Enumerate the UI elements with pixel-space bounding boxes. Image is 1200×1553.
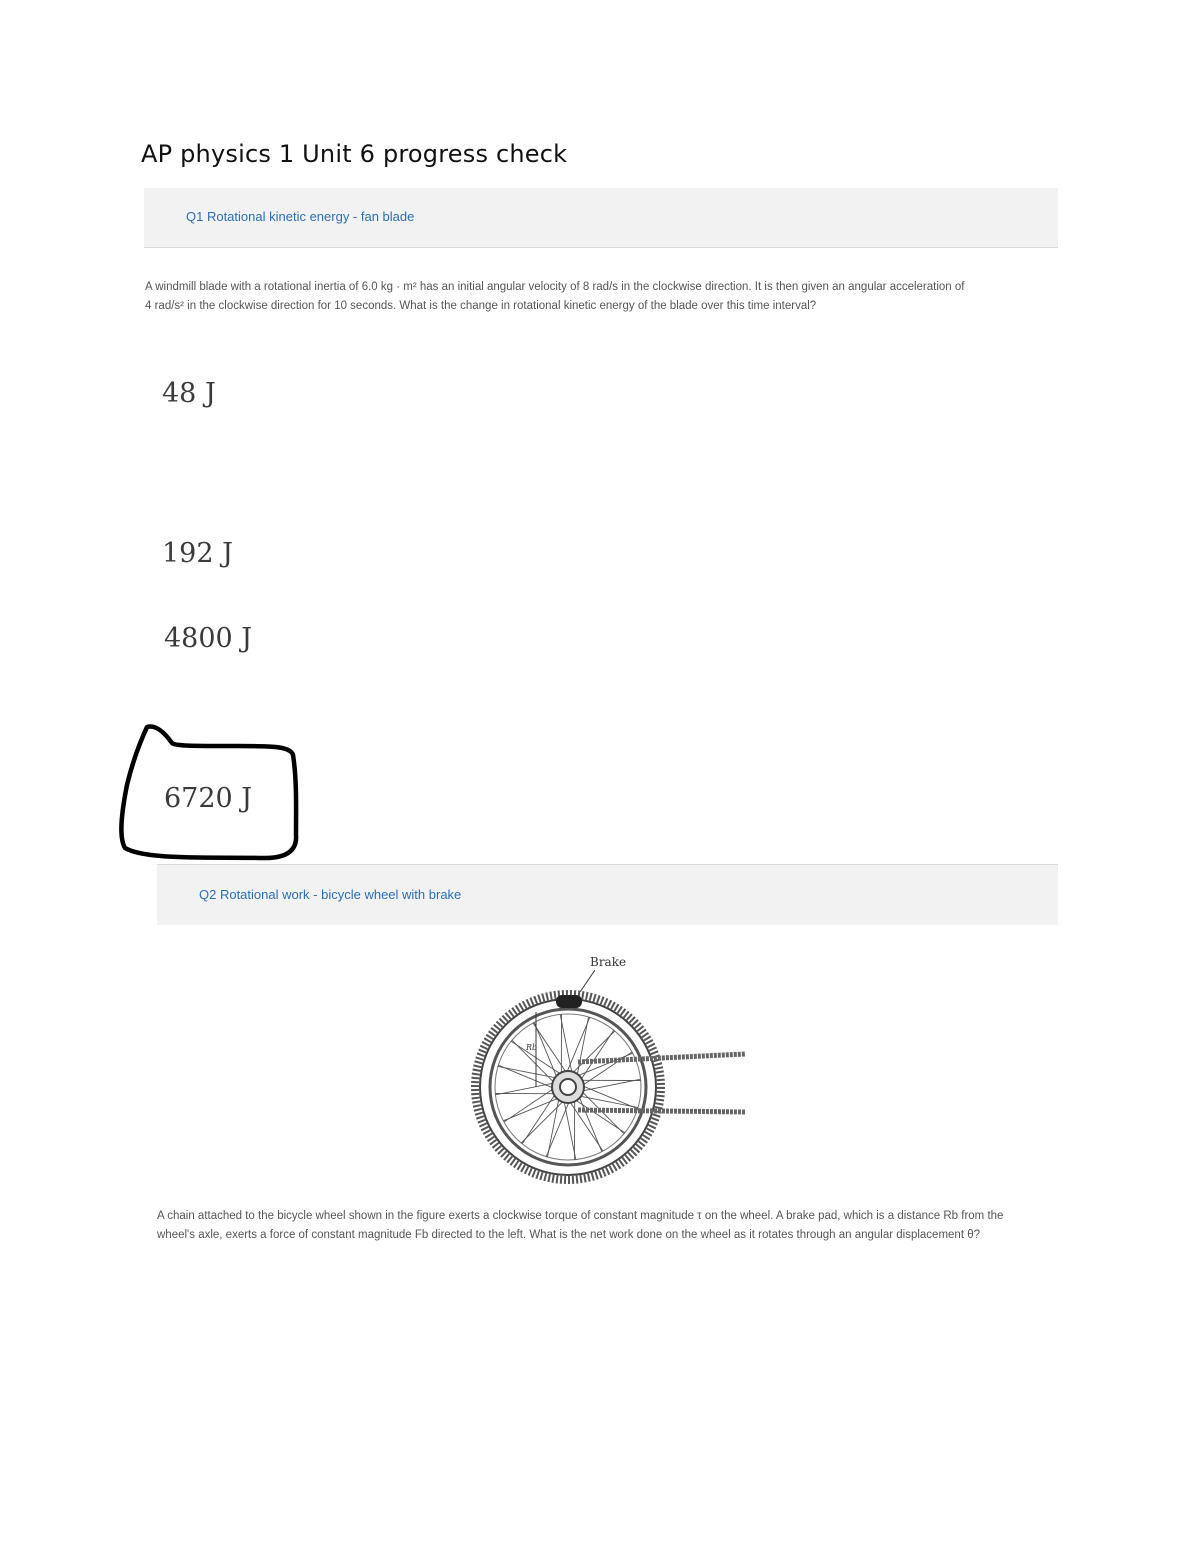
chain-top bbox=[578, 1054, 745, 1062]
question-2-prompt-line-2: wheel's axle, exerts a force of constant magnitude Fb directed to the left. What is the net work done on the wheel as it rotates through an angular displacement θ? bbox=[157, 1229, 981, 1241]
wheel-spoke bbox=[578, 1094, 602, 1152]
brake-pad bbox=[556, 995, 582, 1008]
wheel-axle bbox=[560, 1079, 576, 1095]
question-1-prompt bbox=[145, 278, 1035, 316]
wheel-spoke bbox=[498, 1066, 560, 1078]
wheel-spoke bbox=[547, 1095, 559, 1157]
wheel-spoke bbox=[534, 1022, 558, 1080]
question-1-title: Q1 Rotational kinetic energy - fan blade bbox=[186, 209, 415, 224]
brake-label: Brake bbox=[590, 955, 627, 969]
answer-choice-a[interactable]: 48 J bbox=[162, 378, 216, 409]
wheel-spoke bbox=[575, 1053, 633, 1077]
question-1-prompt-line-2: 4 rad/s² in the clockwise direction for 10 seconds. What is the change in rotational kinetic energy of the blade over this time interval? bbox=[145, 300, 817, 312]
hand-drawn-selection-circle bbox=[115, 720, 305, 865]
brake-label-leader bbox=[580, 970, 595, 992]
question-2-header bbox=[157, 864, 1058, 925]
question-1-prompt-line-1: A windmill blade with a rotational inertia of 6.0 kg · m² has an initial angular velocity of 8 rad/s in the clockwise direction. It is then given an angular acceleration of bbox=[145, 281, 965, 293]
radius-label: Rb bbox=[526, 1043, 538, 1052]
question-2-prompt-line-1: A chain attached to the bicycle wheel shown in the figure exerts a clockwise torque of constant magnitude τ on the wheel. A brake pad, which is a distance Rb from the bbox=[157, 1210, 1004, 1222]
question-1-header bbox=[144, 188, 1058, 248]
answer-choice-d[interactable]: 6720 J bbox=[164, 783, 253, 814]
wheel-spoke bbox=[498, 1065, 556, 1089]
wheel-spoke bbox=[576, 1017, 588, 1079]
answer-choice-c[interactable]: 4800 J bbox=[164, 623, 253, 654]
document-title: AP physics 1 Unit 6 progress check bbox=[141, 140, 568, 168]
question-2-title: Q2 Rotational work - bicycle wheel with brake bbox=[199, 887, 462, 902]
answer-choice-b[interactable]: 192 J bbox=[162, 538, 233, 569]
bicycle-wheel-figure bbox=[460, 950, 760, 1190]
wheel-spoke bbox=[566, 1017, 590, 1075]
wheel-spoke bbox=[580, 1085, 638, 1109]
wheel-spoke bbox=[576, 1095, 638, 1107]
wheel-spoke bbox=[503, 1097, 561, 1121]
wheel-spoke bbox=[546, 1099, 570, 1157]
question-2-prompt bbox=[157, 1207, 1047, 1245]
